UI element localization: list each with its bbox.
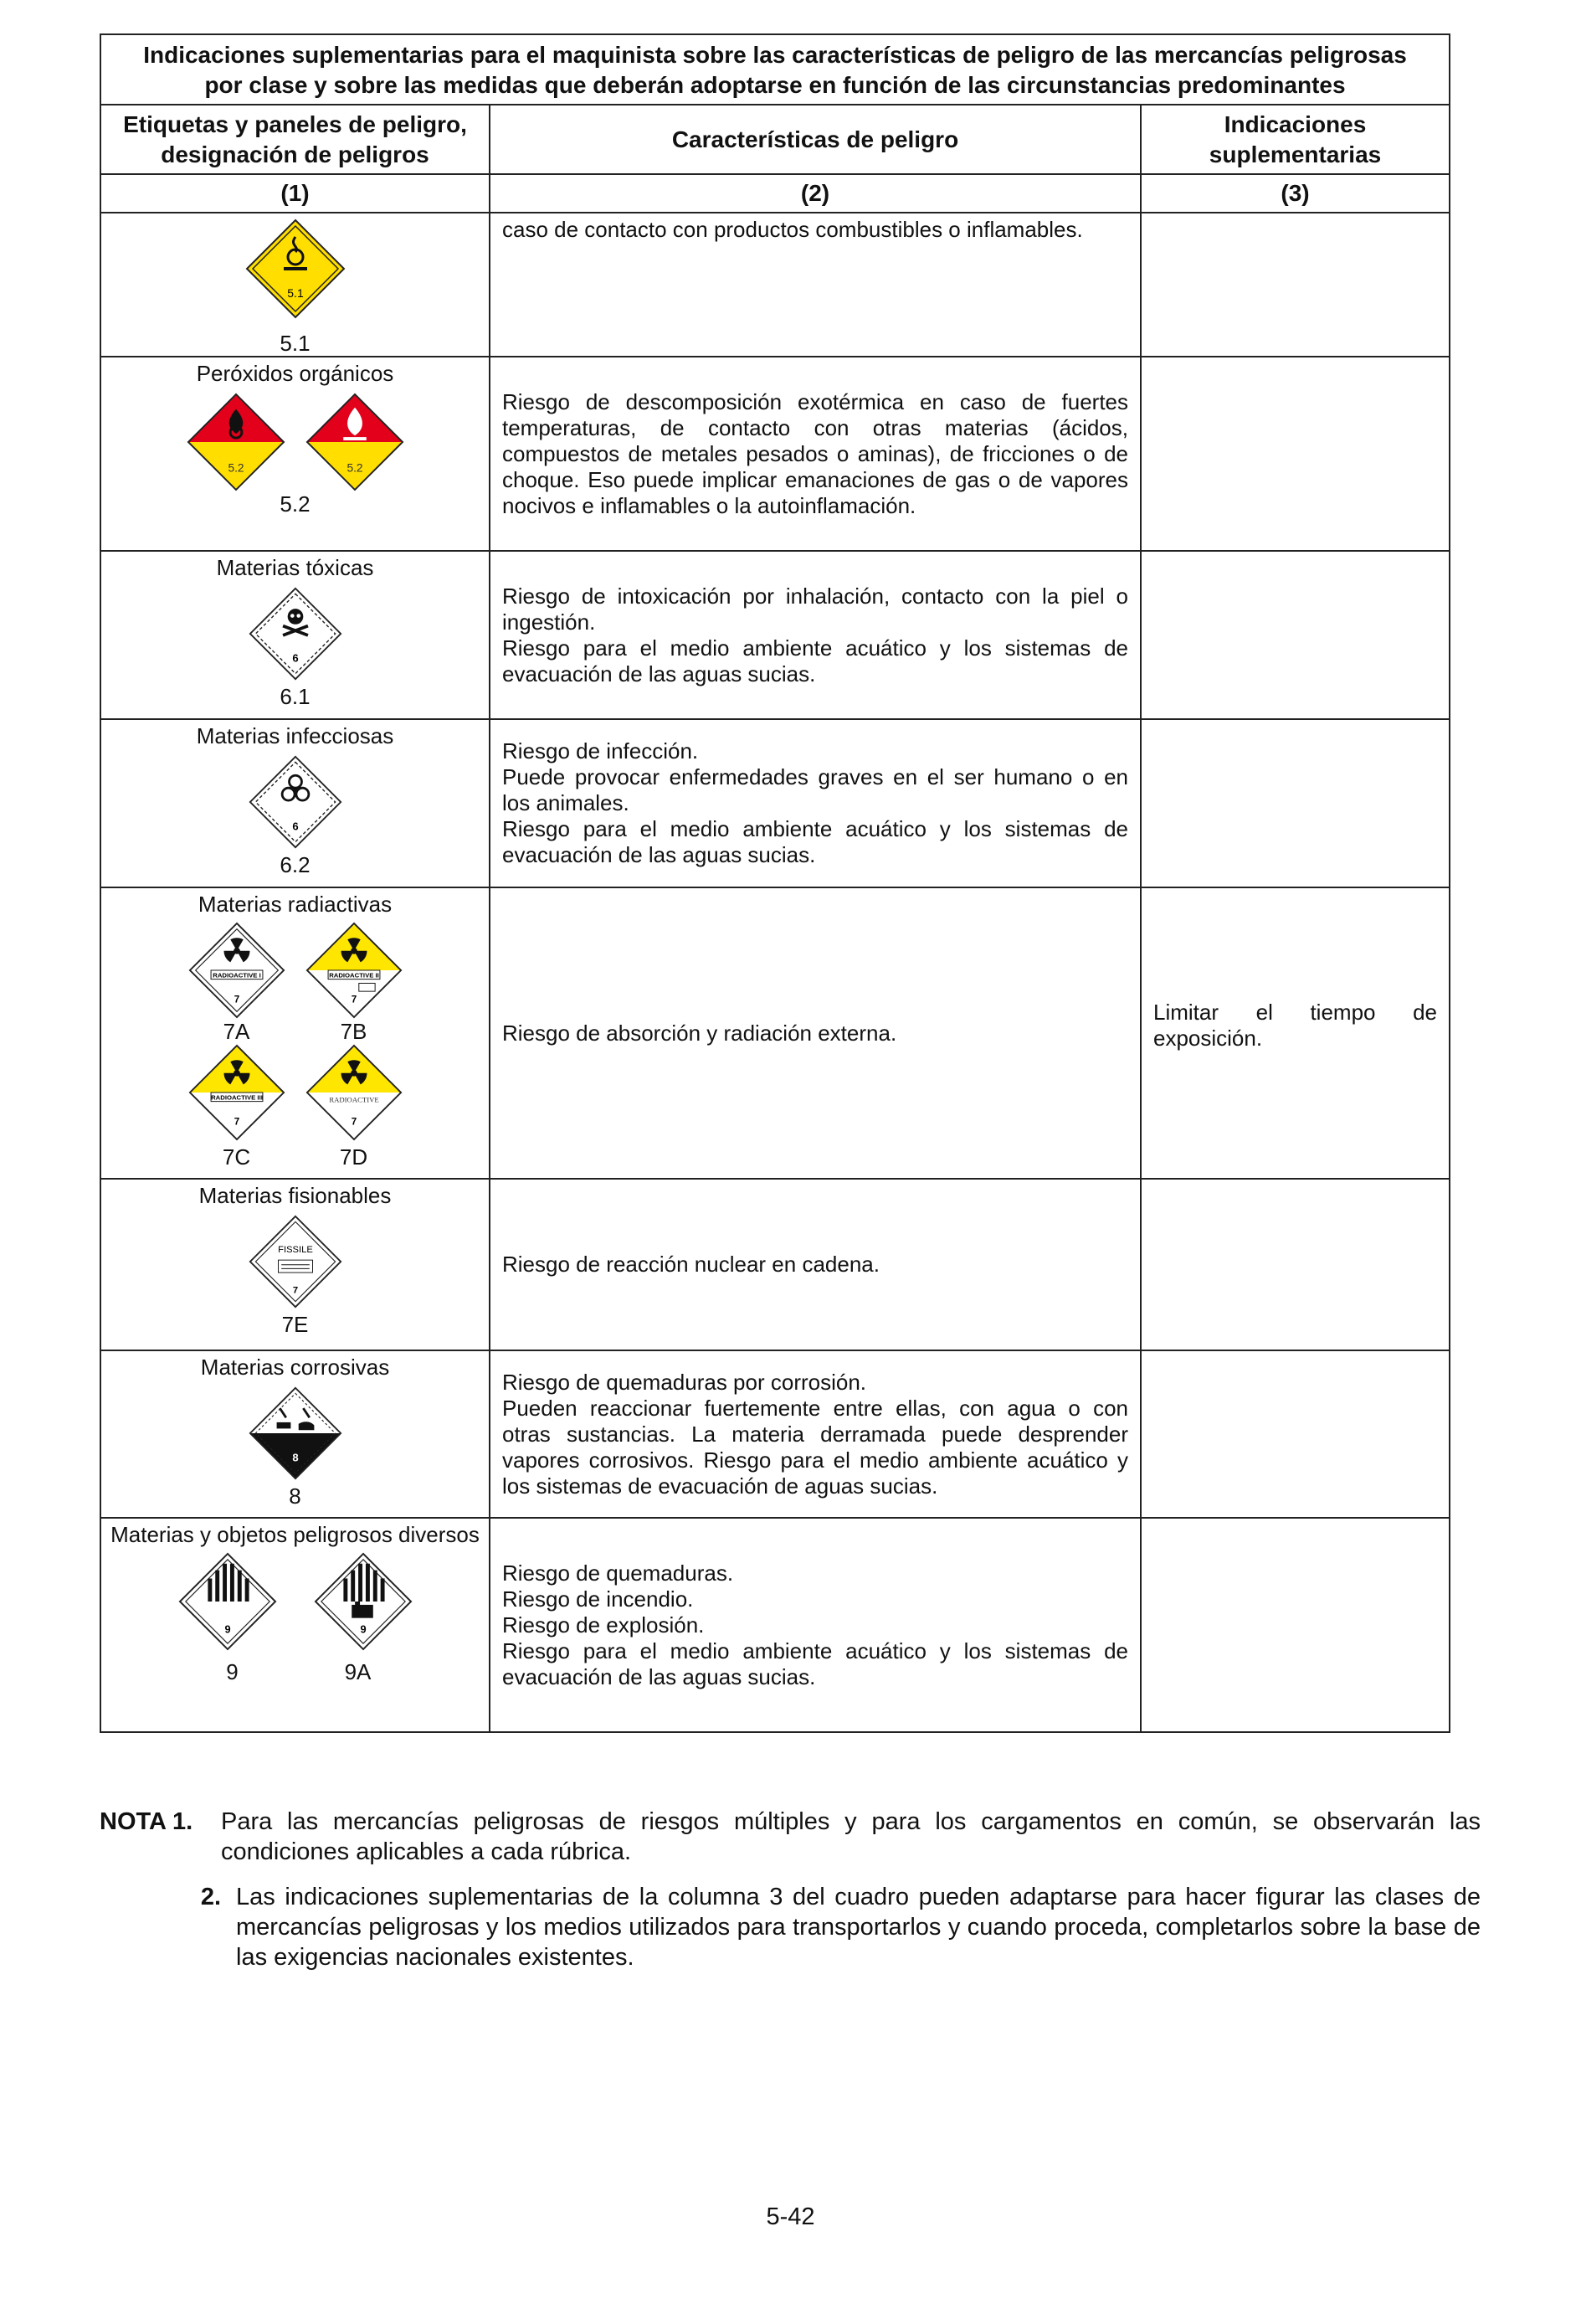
extra-text: Limitar el tiempo de exposición. — [1153, 1000, 1438, 1051]
radioactive-I-label-icon — [188, 922, 285, 1019]
hazard-cell — [490, 213, 1141, 357]
class-name: Materias corrosivas — [200, 1355, 390, 1380]
class-code: 8 — [289, 1483, 301, 1509]
table-row — [100, 1518, 1450, 1732]
note-key: 2. — [200, 1884, 221, 1910]
label-number: 7 — [351, 994, 357, 1005]
label-cell — [100, 1350, 490, 1518]
radioactive-III-label-icon — [188, 1044, 285, 1141]
class-name: Materias infecciosas — [196, 723, 394, 748]
extra-cell — [1141, 213, 1450, 357]
hazard-text: Riesgo de descomposición exotérmica en caso de fuertes temperaturas, de contacto con otras materias (ácidos, compuestos de metales pesados o aminas), de fricciones o de choque. Eso puede implicar emanaciones de gas o de vapores nocivos e inflamables o la autoinflamación. — [502, 388, 1128, 518]
hazard-text: Riesgo de absorción y radiación externa. — [502, 1020, 897, 1046]
radioactive-placard-icon — [305, 1044, 403, 1141]
label-number: 5.1 — [286, 286, 304, 300]
hazard-cell — [490, 1518, 1141, 1732]
col-number-2: (2) — [490, 174, 1141, 213]
hazard-text: Riesgo de quemaduras por corrosión. Pueden reaccionar fuertemente entre ellas, con agua o con otras sustancias. La materia derramada puede desprender vapores corrosivos. Riesgo para el medio ambiente acuático y los sistemas de evacuación de aguas sucias. — [502, 1369, 1128, 1499]
extra-cell — [1141, 719, 1450, 887]
extra-cell — [1141, 1350, 1450, 1518]
table-row — [100, 551, 1450, 719]
label-cell — [100, 1518, 490, 1732]
radioactive-text: RADIOACTIVE I — [212, 971, 261, 979]
radioactive-text: RADIOACTIVE II — [328, 971, 379, 979]
class-code: 7D — [339, 1144, 368, 1170]
hazard-table — [100, 33, 1450, 1733]
class-code: 7B — [340, 1019, 367, 1044]
hazard-cell — [490, 719, 1141, 887]
label-number: 7 — [234, 994, 239, 1005]
class-code: 7A — [223, 1019, 250, 1044]
extra-cell — [1141, 551, 1450, 719]
radioactive-text: RADIOACTIVE III — [210, 1093, 263, 1102]
corrosive-label-icon — [249, 1386, 342, 1480]
class-code: 9 — [226, 1659, 239, 1684]
fissile-text: FISSILE — [277, 1244, 313, 1255]
class-code: 5.1 — [280, 331, 311, 356]
hazard-text: Riesgo de intoxicación por inhalación, contacto con la piel o ingestión. Riesgo para el medio ambiente acuático y los sistemas de evacuación de las aguas sucias. — [502, 583, 1128, 686]
header-hazards: Características de peligro — [490, 105, 1141, 174]
lithium-battery-label-icon — [314, 1552, 413, 1651]
hazard-cell — [490, 357, 1141, 551]
label-number: 9 — [223, 1622, 231, 1636]
class-name: Peróxidos orgánicos — [196, 361, 394, 386]
hazard-cell — [490, 1350, 1141, 1518]
table-row — [100, 1179, 1450, 1350]
label-number: 6 — [291, 820, 299, 833]
header-extra: Indicaciones suplementarias — [1141, 105, 1450, 174]
extra-cell — [1141, 887, 1450, 1179]
hazard-text: Riesgo de quemaduras. Riesgo de incendio. Riesgo de explosión. Riesgo para el medio ambiente acuático y los sistemas de evacuación de las aguas sucias. — [502, 1560, 1128, 1689]
table-row — [100, 213, 1450, 357]
label-number: 5.2 — [346, 461, 363, 475]
col-number-1: (1) — [100, 174, 490, 213]
label-number: 7 — [234, 1116, 239, 1128]
radioactive-II-label-icon — [305, 922, 403, 1019]
label-number: 5.2 — [227, 461, 244, 475]
label-number: 8 — [291, 1451, 299, 1464]
table-row — [100, 357, 1450, 551]
table-row — [100, 1350, 1450, 1518]
organic-peroxide-label-icon — [187, 393, 285, 491]
page-number: 5-42 — [766, 2203, 815, 2230]
note-text: Para las mercancías peligrosas de riesgos múltiples y para los cargamentos en común, se observarán las condiciones aplicables a cada rúbrica. — [221, 1808, 1481, 1865]
note-item — [100, 1807, 1481, 1867]
table-title: Indicaciones suplementarias para el maquinista sobre las características de peligro de las mercancías peligrosas por clase y sobre las medidas que deberán adoptarse en función de las circunstancias predominantes — [100, 34, 1450, 105]
skull-label-icon — [249, 587, 342, 681]
misc-dangerous-label-icon — [178, 1552, 277, 1651]
hazard-cell — [490, 887, 1141, 1179]
class-code: 5.2 — [280, 491, 311, 517]
label-cell — [100, 357, 490, 551]
class-name: Materias tóxicas — [216, 555, 374, 580]
hazard-text: caso de contacto con productos combustibles o inflamables. — [502, 217, 1083, 242]
note-key: NOTA 1. — [100, 1808, 193, 1835]
note-text: Las indicaciones suplementarias de la columna 3 del cuadro pueden adaptarse para hacer figurar las clases de mercancías peligrosas y los medios utilizados para transportarlos y cuando proceda, completarlos sobre la base de las exigencias nacionales existentes. — [236, 1884, 1481, 1971]
class-name: Materias radiactivas — [198, 892, 393, 917]
class-name: Materias y objetos peligrosos diversos — [110, 1522, 480, 1547]
label-number: 7 — [351, 1116, 357, 1128]
notes-section — [100, 1807, 1481, 1987]
label-number: 6 — [291, 651, 299, 665]
table-row — [100, 887, 1450, 1179]
note-item — [100, 1882, 1481, 1972]
class-code: 6.1 — [280, 684, 311, 709]
label-cell — [100, 551, 490, 719]
hazard-cell — [490, 551, 1141, 719]
fissile-label-icon — [249, 1215, 342, 1309]
class-code: 7C — [222, 1144, 251, 1170]
label-cell — [100, 1179, 490, 1350]
col-number-3: (3) — [1141, 174, 1450, 213]
table-row — [100, 719, 1450, 887]
hazard-cell — [490, 1179, 1141, 1350]
label-cell — [100, 719, 490, 887]
biohazard-label-icon — [249, 755, 342, 849]
class-code: 7E — [281, 1312, 309, 1337]
oxidizer-label-icon — [245, 219, 346, 319]
extra-cell — [1141, 1518, 1450, 1732]
header-labels: Etiquetas y paneles de peligro, designación de peligros — [100, 105, 490, 174]
hazard-text: Riesgo de reacción nuclear en cadena. — [502, 1252, 880, 1277]
class-code: 6.2 — [280, 852, 311, 877]
label-cell — [100, 213, 490, 357]
class-name: Materias fisionables — [198, 1183, 392, 1208]
label-cell — [100, 887, 490, 1179]
label-number: 9 — [359, 1622, 367, 1636]
extra-cell — [1141, 1179, 1450, 1350]
label-number: 7 — [292, 1285, 298, 1296]
extra-cell — [1141, 357, 1450, 551]
radioactive-text: RADIOACTIVE — [328, 1095, 379, 1104]
hazard-text: Riesgo de infección. Puede provocar enfermedades graves en el ser humano o en los animales. Riesgo para el medio ambiente acuático y los sistemas de evacuación de las aguas sucias. — [502, 738, 1128, 867]
organic-peroxide-white-flame-icon — [305, 393, 404, 491]
class-code: 9A — [344, 1659, 372, 1684]
